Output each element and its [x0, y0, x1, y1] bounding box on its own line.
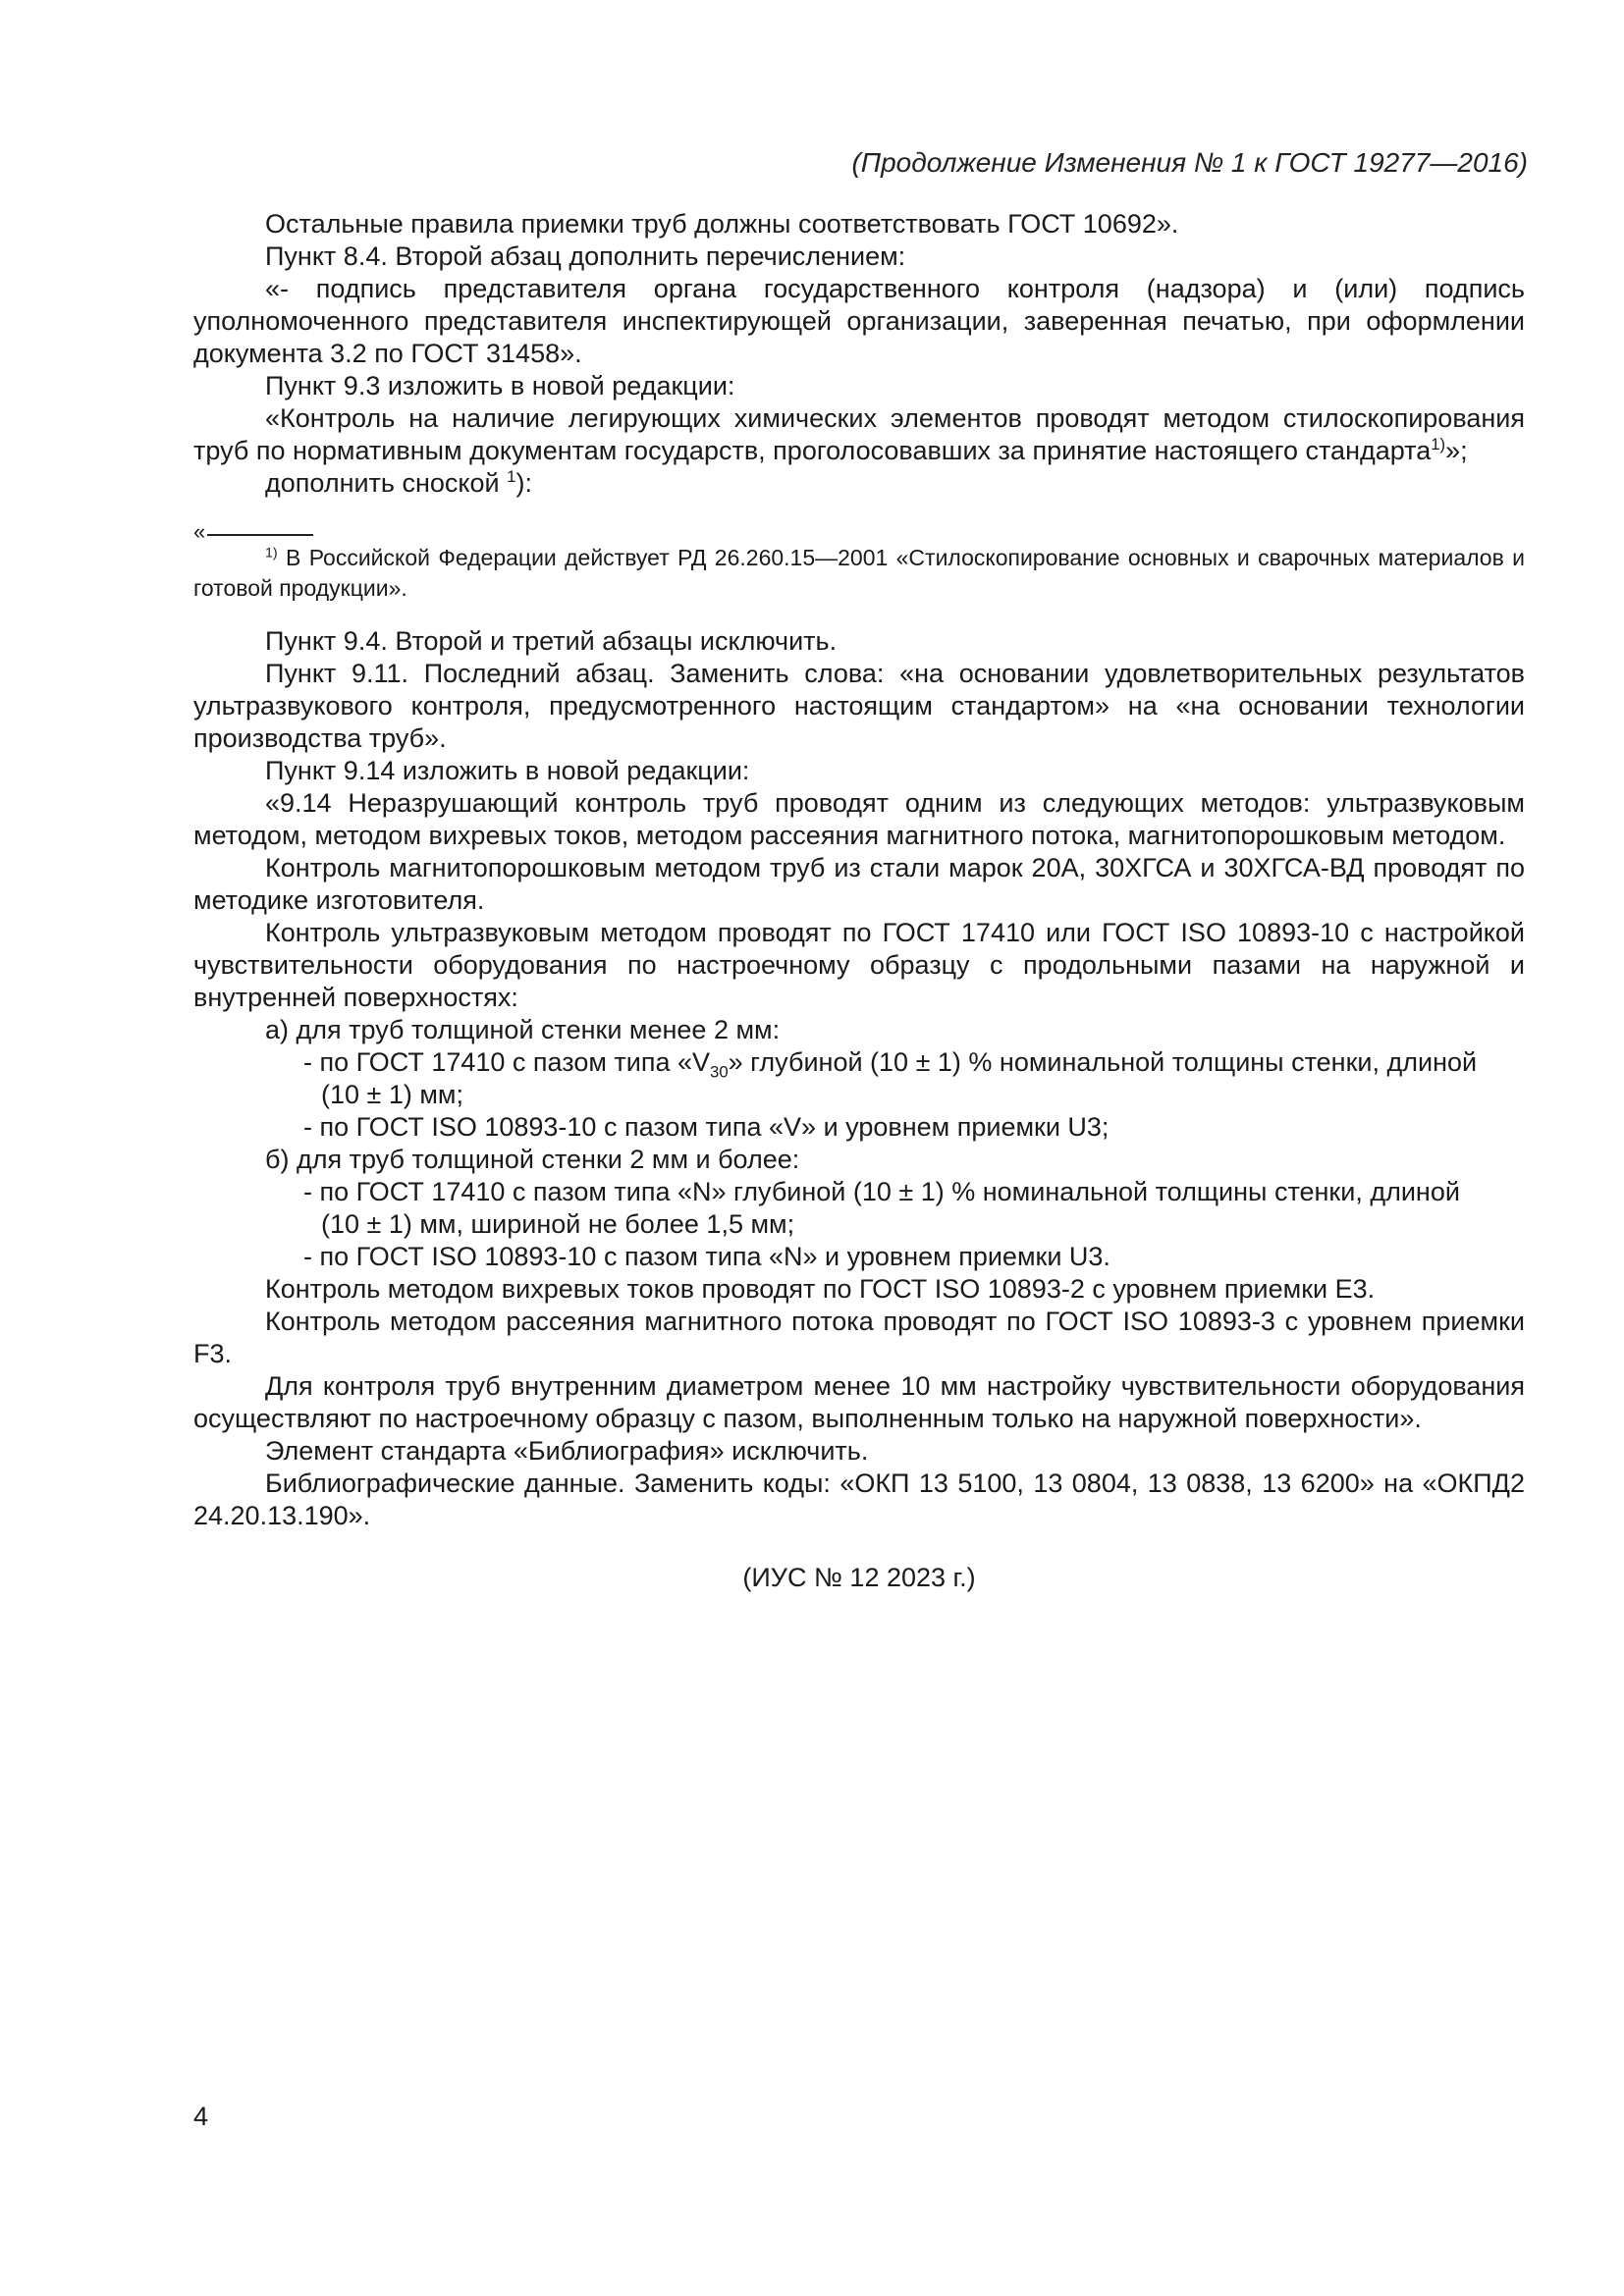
paragraph: «9.14 Неразрушающий контроль труб проводят одним из следующих методов: ультразвуковым методом, методом вихревых токов, методом рассеяния магнитного потока, магнитопорошковым методом. [193, 788, 1525, 850]
list-dash-item: - по ГОСТ ISO 10893-10 с пазом типа «N» и уровнем приемки U3. [303, 1242, 1110, 1271]
paragraph-footnote-add: дополнить сноской $^1$): [265, 467, 532, 498]
list-dash-continuation: (10 ± 1) мм; [321, 1080, 463, 1109]
list-dash-item: - по ГОСТ 17410 с пазом типа «$V_{30}$» глубиной (10 ± 1) % номинальной толщины стенки, длиной [303, 1047, 1478, 1082]
list-dash-item: - по ГОСТ 17410 с пазом типа «N» глубиной (10 ± 1) % номинальной толщины стенки, длиной [303, 1177, 1460, 1206]
running-header: (Продолжение Изменения № 1 к ГОСТ 19277—2016) [851, 147, 1528, 178]
list-dash-continuation: (10 ± 1) мм, шириной не более 1,5 мм; [321, 1209, 795, 1239]
list-dash-item: - по ГОСТ ISO 10893-10 с пазом типа «V» и уровнем приемки U3; [303, 1112, 1110, 1142]
paragraph: Контроль методом вихревых токов проводят по ГОСТ ISO 10893-2 с уровнем приемки E3. [265, 1274, 1376, 1304]
paragraph: Библиографические данные. Заменить коды: «ОКП 13 5100, 13 0804, 13 0838, 13 6200» на «ОКПД2 24.20.13.190». [193, 1468, 1525, 1530]
list-item-a: а) для труб толщиной стенки менее 2 мм: [265, 1015, 781, 1044]
paragraph: Элемент стандарта «Библиография» исключить. [265, 1436, 869, 1466]
paragraph: Пункт 9.14 изложить в новой редакции: [265, 756, 750, 785]
paragraph: Пункт 9.11. Последний абзац. Заменить слова: «на основании удовлетворительных результатов ультразвукового контроля, предусмотренного настоящим стандартом» на «на основании технологии производства труб». [193, 659, 1525, 753]
paragraph: Пункт 9.4. Второй и третий абзацы исключить. [265, 626, 838, 656]
footnote-marker: 1) [265, 545, 278, 561]
list-item-b: б) для труб толщиной стенки 2 мм и более: [265, 1145, 800, 1174]
paragraph-9-3-text: «Контроль на наличие легирующих химических элементов проводят методом стилоскопирования труб по нормативным документам государств, проголосовавших за принятие настоящего стандарта$^{1)}$»; [193, 403, 1525, 465]
document-body [193, 208, 1525, 1594]
footnote-rule [207, 534, 313, 536]
footnote: $^{1)}$ В Российской Федерации действует РД 26.260.15—2001 «Стилоскопирование основных и сварочных материалов и готовой продукции». [193, 545, 1525, 601]
footnote-ref: 1) [1431, 435, 1446, 454]
footnote-ref: 1 [507, 467, 516, 486]
footnote-separator [193, 521, 1525, 543]
paragraph: Пункт 8.4. Второй абзац дополнить перечислением: [265, 241, 906, 271]
paragraph: Для контроля труб внутренним диаметром менее 10 мм настройку чувствительности оборудования осуществляют по настроечному образцу с пазом, выполненным только на наружной поверхности». [193, 1371, 1525, 1433]
paragraph: Контроль ультразвуковым методом проводят по ГОСТ 17410 или ГОСТ ISO 10893-10 с настройкой чувствительности оборудования по настроечному образцу с продольными пазами на наружной и внутренней поверхностях: [193, 918, 1525, 1012]
page-number: 4 [193, 2102, 209, 2131]
paragraph: Остальные правила приемки труб должны соответствовать ГОСТ 10692». [265, 209, 1179, 239]
paragraph: Пункт 9.3 изложить в новой редакции: [265, 371, 735, 400]
paragraph: Контроль методом рассеяния магнитного потока проводят по ГОСТ ISO 10893-3 с уровнем приемки F3. [193, 1307, 1525, 1368]
paragraph: Контроль магнитопорошковым методом труб из стали марок 20А, 30ХГСА и 30ХГСА-ВД проводят по методике изготовителя. [193, 853, 1525, 915]
paragraph: «- подпись представителя органа государственного контроля (надзора) и (или) подпись уполномоченного представителя инспектирующей организации, заверенная печатью, при оформлении документа 3.2 по ГОСТ 31458». [193, 274, 1525, 368]
footnote-open-quote: « [193, 519, 206, 544]
ius-reference: (ИУС № 12 2023 г.) [742, 1563, 976, 1592]
